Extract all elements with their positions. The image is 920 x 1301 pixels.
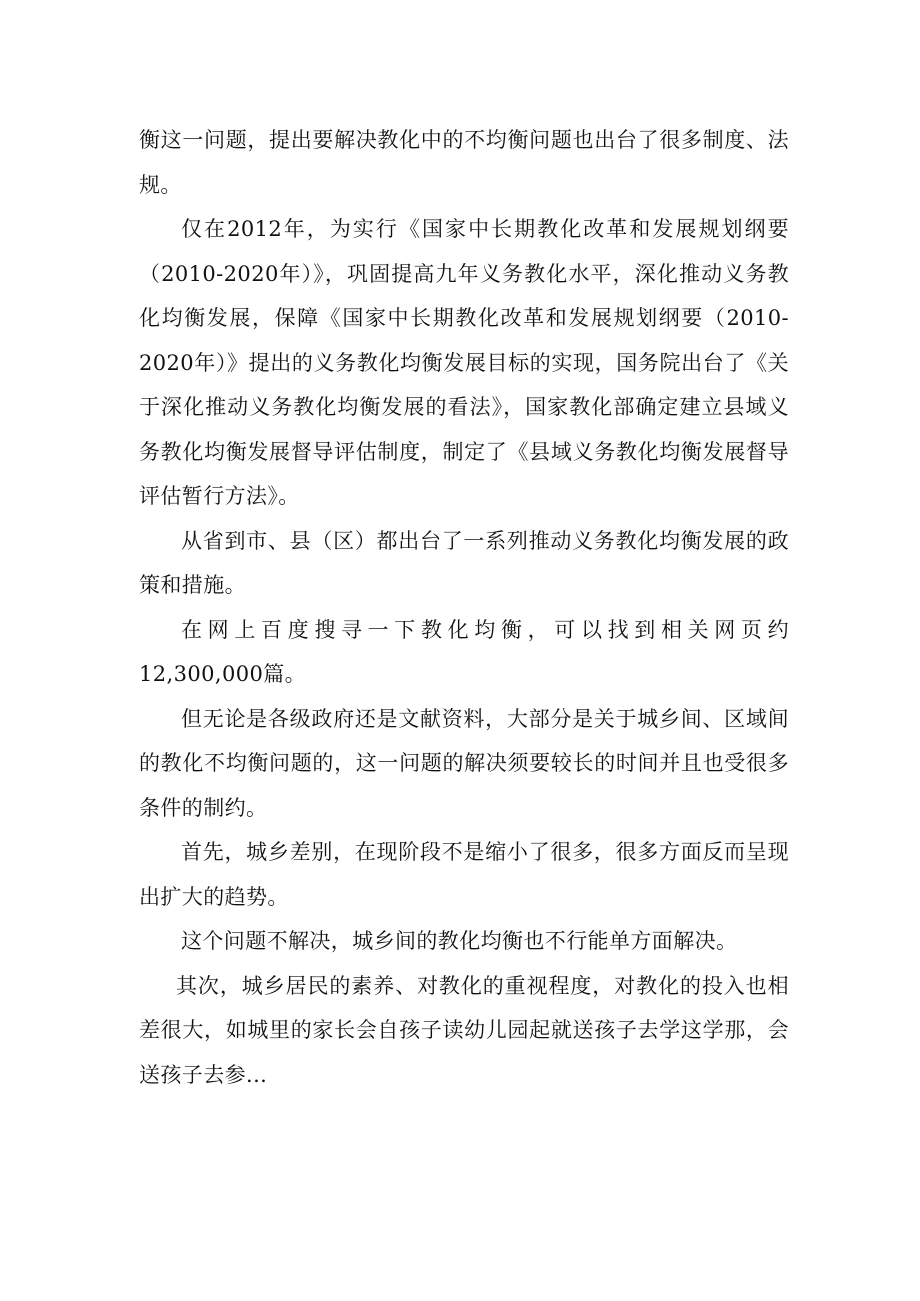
paragraph-search-results: 在网上百度搜寻一下教化均衡，可以找到相关网页约12,300,000篇。	[139, 617, 789, 686]
paragraph-provincial-measures: 从省到市、县（区）都出台了一系列推动义务教化均衡发展的政策和措施。	[139, 528, 789, 597]
paragraph-urban-rural-imbalance: 但无论是各级政府还是文献资料，大部分是关于城乡间、区域间的教化不均衡问题的，这一问题的解决须要较长的时间并且也受很多条件的制约。	[139, 706, 789, 820]
paragraph-problem-unsolved: 这个问题不解决，城乡间的教化均衡也不行能单方面解决。	[181, 929, 738, 953]
paragraph-continuation: 衡这一问题，提出要解决教化中的不均衡问题也出台了很多制度、法规。	[139, 128, 789, 197]
paragraph-first-reason: 首先，城乡差别，在现阶段不是缩小了很多，很多方面反而呈现出扩大的趋势。	[139, 840, 789, 909]
document-body	[139, 118, 789, 1097]
paragraph-policy-2012: 仅在2012年，为实行《国家中长期教化改革和发展规划纲要（2010-2020年）》，巩固提高九年义务教化水平，深化推动义务教化均衡发展，保障《国家中长期教化改革和发展规划纲要（2010-2020年）》提出的义务教化均衡发展目标的实现，国务院出台了《关于深化推动义务教化均衡发展的看法》，国家教化部确定建立县域义务教化均衡发展督导评估制度，制定了《县域义务教化均衡发展督导评估暂行方法》。	[139, 217, 789, 508]
paragraph-second-reason: 其次，城乡居民的素养、对教化的重视程度，对教化的投入也相差很大，如城里的家长会自孩子读幼儿园起就送孩子去学这学那，会送孩子去参...	[139, 973, 789, 1087]
